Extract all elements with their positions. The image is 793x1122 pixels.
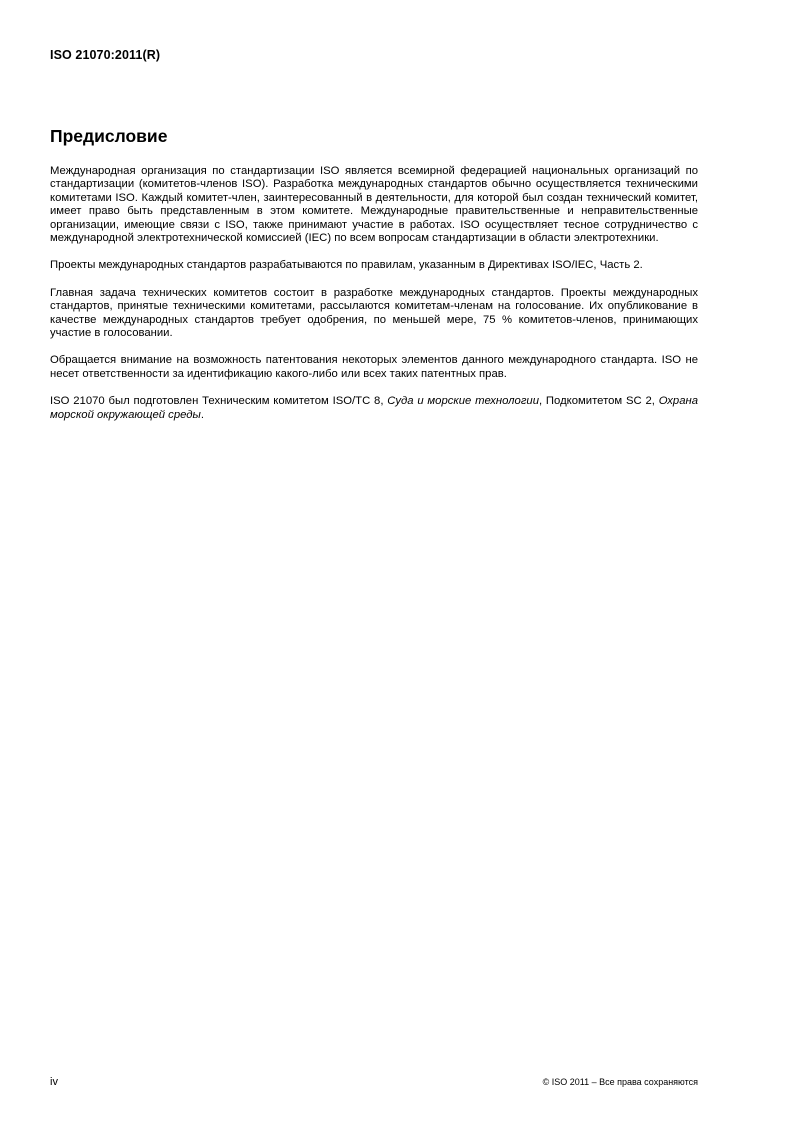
foreword-paragraph-4: Обращается внимание на возможность патентования некоторых элементов данного международного стандарта. ISO не несет ответственности за идентификацию какого-либо или всех таких патентных прав. <box>50 354 698 380</box>
foreword-title: Предисловие <box>50 126 168 146</box>
page-footer <box>50 1076 698 1090</box>
foreword-paragraph-1: Международная организация по стандартизации ISO является всемирной федерацией национальных организаций по стандартизации (комитетов-членов ISO). Разработка международных стандартов обычно осуществляется техническими комитетами ISO. Каждый комитет-член, заинтересованный в деятельности, для которой был создан технический комитет, имеет право быть представленным в этом комитете. Международные правительственные и неправительственные организации, имеющие связи с ISO, также принимают участие в работах. ISO осуществляет тесное сотрудничество с международной электротехнической комиссией (IEC) по всем вопросам стандартизации в области электротехники. <box>50 165 698 245</box>
paragraph-5-text-2: , Подкомитетом SC 2, <box>538 395 659 408</box>
foreword-paragraph-3: Главная задача технических комитетов состоит в разработке международных стандартов. Проекты международных стандартов, принятые техническими комитетами, рассылаются комитетам-членам на голосование. Их опубликование в качестве международных стандартов требует одобрения, по меньшей мере, 75 % комитетов-членов, принимающих участие в голосовании. <box>50 286 698 340</box>
foreword-body <box>50 165 698 436</box>
paragraph-5-text-1: ISO 21070 был подготовлен Техническим комитетом ISO/TC 8, <box>50 395 388 408</box>
page-number: iv <box>50 1076 58 1088</box>
document-id-header: ISO 21070:2011(R) <box>50 48 161 62</box>
copyright-notice: © ISO 2011 – Все права сохраняются <box>542 1077 698 1087</box>
subcommittee-name: Охрана морской окружающей среды <box>50 395 698 421</box>
committee-name: Суда и морские технологии <box>387 395 539 408</box>
paragraph-5-text-3: . <box>200 408 204 421</box>
foreword-paragraph-2: Проекты международных стандартов разрабатываются по правилам, указанным в Директивах ISO/IEC, Часть 2. <box>50 259 643 272</box>
foreword-paragraph-5 <box>50 395 698 422</box>
